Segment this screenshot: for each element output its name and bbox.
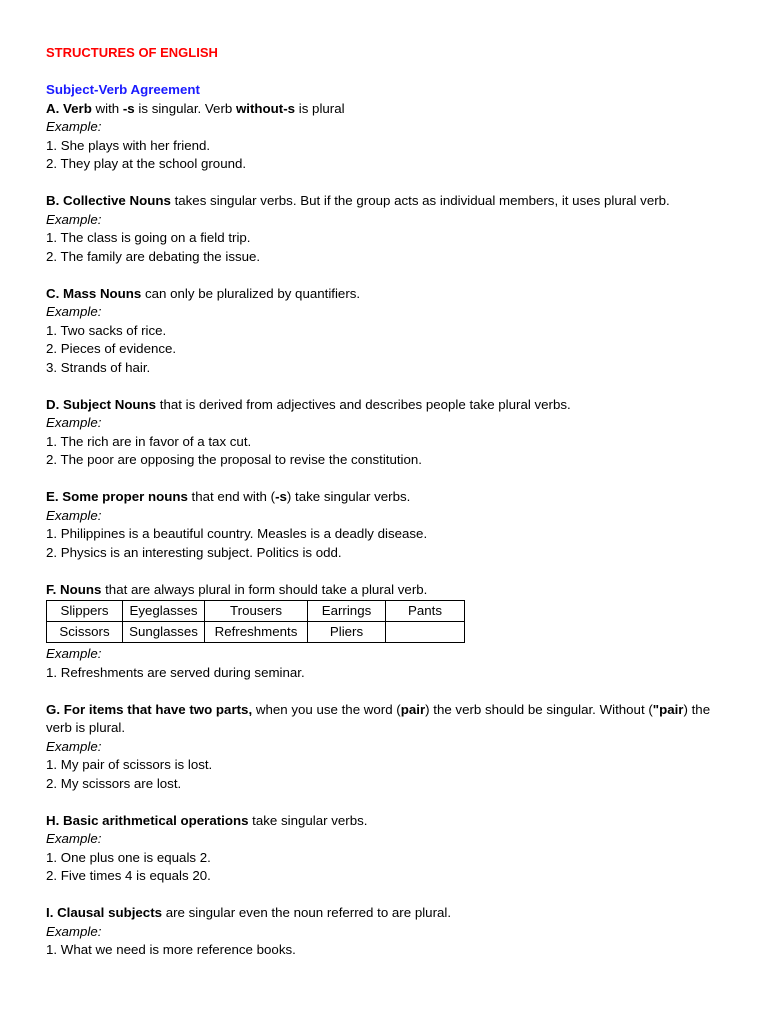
example-line: 1. Two sacks of rice. [46,322,167,338]
rule-f [46,581,726,683]
rule-c [46,285,726,378]
example-line: 1. My pair of scissors is lost. [46,757,213,772]
example-line: 2. Pieces of evidence. [46,341,177,356]
section-heading: Subject-Verb Agreement [46,82,200,97]
rule-i-statement: I. Clausal subjects are singular even the noun referred to are plural. [46,905,452,920]
rule-g [46,701,726,794]
example-line: 2. My scissors are lost. [46,775,182,791]
rule-e [46,488,726,562]
rule-a-statement: A. Verb with -s is singular. Verb without-s is plural [46,100,345,116]
table-cell: Eyeglasses [123,601,205,622]
example-label: Example: [46,211,102,227]
example-line: 1. Philippines is a beautiful country. Measles is a deadly disease. [46,526,428,541]
example-line: 1. Refreshments are served during seminar. [46,664,305,680]
rule-d-statement: D. Subject Nouns that is derived from adjectives and describes people take plural verbs. [46,396,571,412]
example-label: Example: [46,646,102,661]
example-line: 2. Five times 4 is equals 20. [46,868,211,883]
example-label: Example: [46,119,102,134]
table-cell: Pants [386,601,465,622]
table-row [47,622,465,643]
table-cell: Sunglasses [123,622,205,643]
table-cell: Scissors [47,622,123,643]
rule-c-statement: C. Mass Nouns can only be pluralized by quantifiers. [46,285,361,301]
example-label: Example: [46,507,102,523]
table-cell: Slippers [47,601,123,622]
table-row [47,601,465,622]
rule-g-statement: G. For items that have two parts, when you use the word (pair) the verb should be singular. Without ("pair) the verb is plural. [46,701,711,735]
example-line: 2. The family are debating the issue. [46,248,261,264]
rule-i [46,904,726,960]
rule-h [46,812,726,886]
rule-f-statement: F. Nouns that are always plural in form should take a plural verb. [46,581,428,597]
example-label: Example: [46,831,102,846]
rule-a [46,100,726,174]
example-label: Example: [46,923,102,939]
rule-h-statement: H. Basic arithmetical operations take singular verbs. [46,812,368,828]
example-line: 3. Strands of hair. [46,359,151,375]
table-cell: Pliers [308,622,386,643]
example-line: 2. They play at the school ground. [46,156,247,171]
document-page [46,44,726,978]
example-line: 2. Physics is an interesting subject. Politics is odd. [46,544,342,560]
rule-d [46,396,726,470]
document-title: STRUCTURES OF ENGLISH [46,45,218,60]
example-line: 1. What we need is more reference books. [46,942,296,957]
table-cell: Trousers [205,601,308,622]
rule-b-statement: B. Collective Nouns takes singular verbs. But if the group acts as individual members, it uses plural verb. [46,193,670,208]
table-cell: Earrings [308,601,386,622]
example-label: Example: [46,304,102,319]
table-cell: Refreshments [205,622,308,643]
example-line: 1. The class is going on a field trip. [46,230,251,245]
example-line: 1. She plays with her friend. [46,137,211,153]
example-line: 1. The rich are in favor of a tax cut. [46,433,252,449]
table-cell [386,622,465,643]
example-line: 1. One plus one is equals 2. [46,849,211,865]
example-line: 2. The poor are opposing the proposal to revise the constitution. [46,452,423,467]
example-label: Example: [46,415,102,430]
plural-nouns-table [46,600,465,643]
example-label: Example: [46,738,102,754]
rule-e-statement: E. Some proper nouns that end with (-s) take singular verbs. [46,489,411,504]
rule-b [46,192,726,266]
